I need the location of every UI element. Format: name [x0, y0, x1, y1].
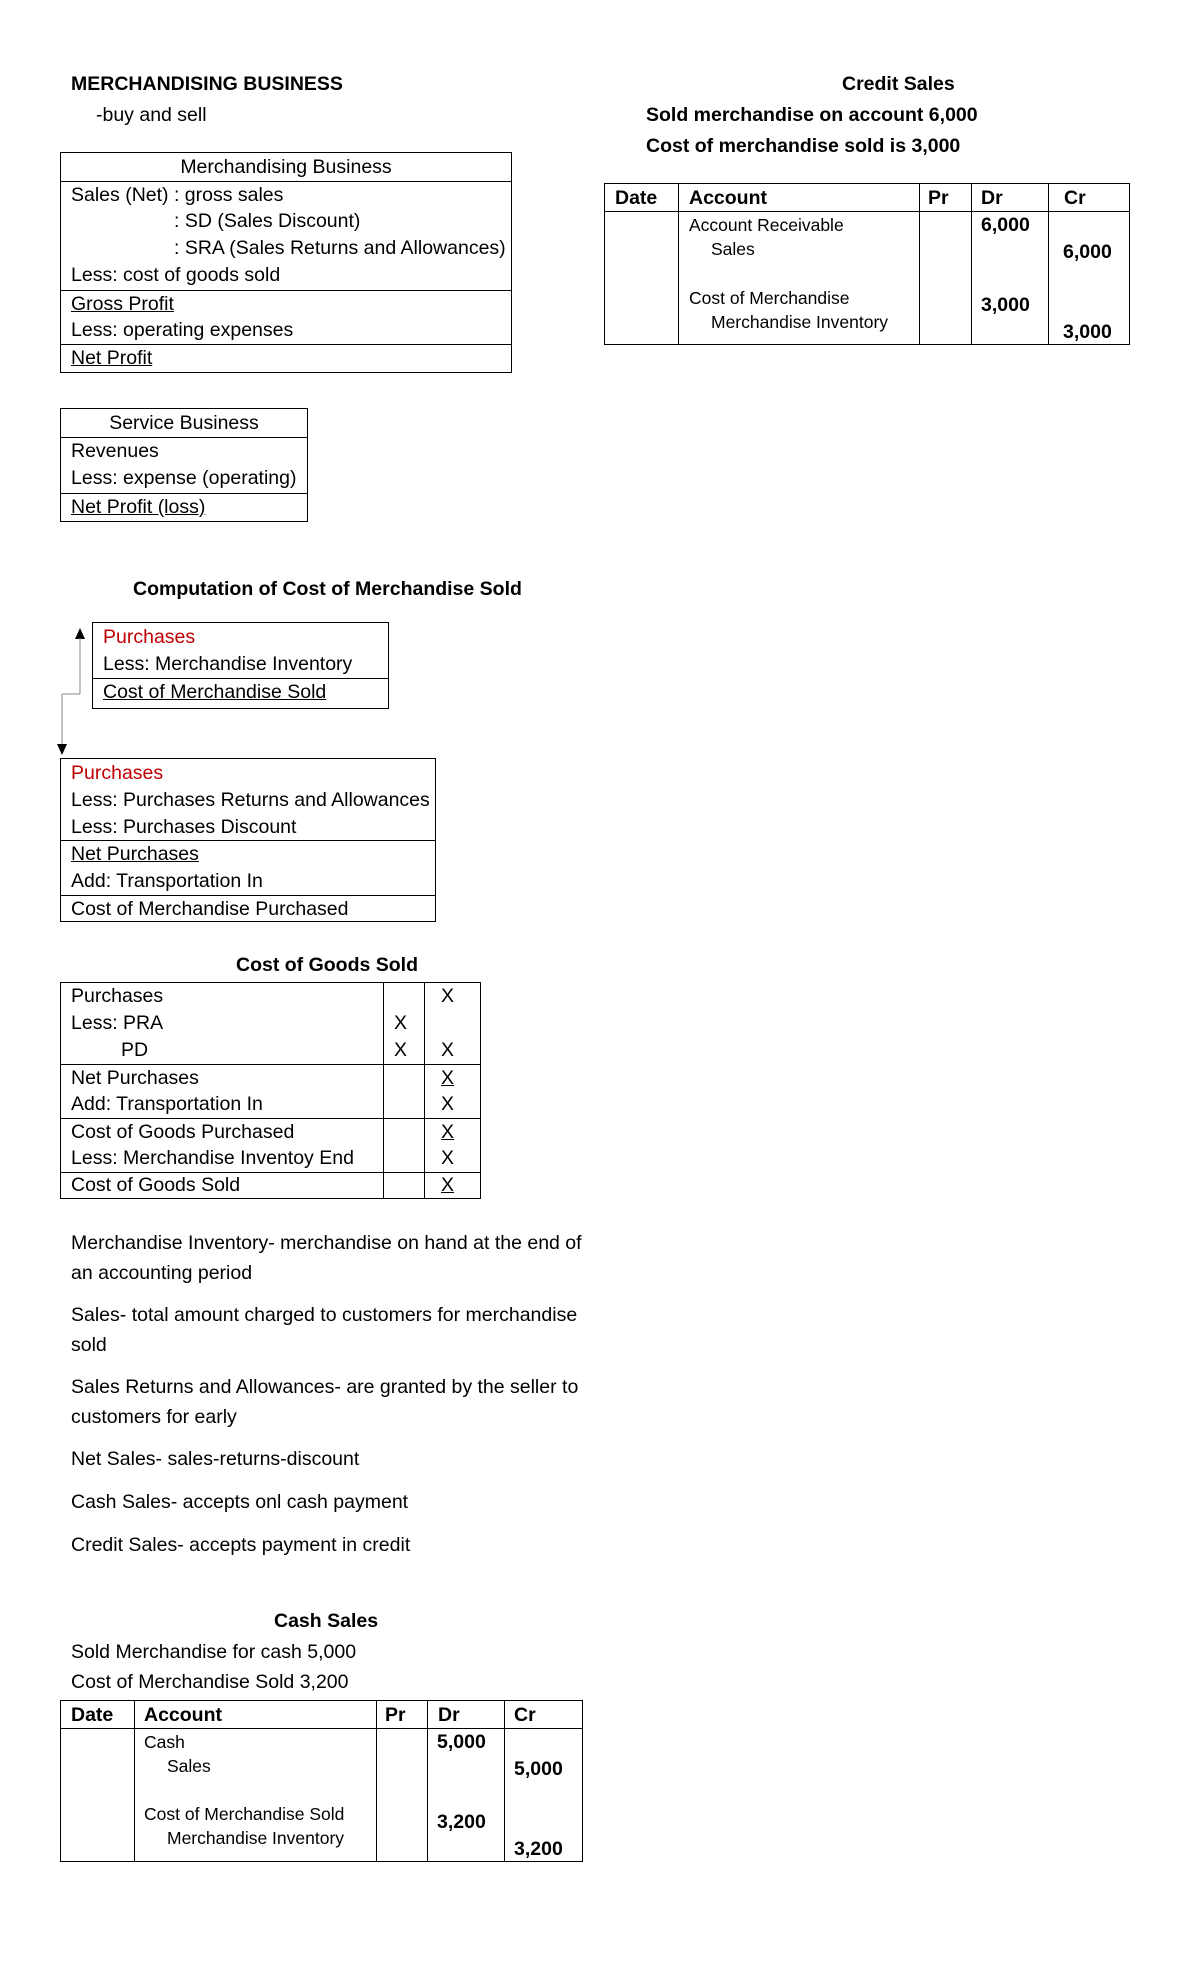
- cogs-transport-in: Add: Transportation In: [71, 1093, 263, 1115]
- cogs-mark: X: [441, 1039, 455, 1061]
- cogs-net-purchases: Net Purchases: [71, 1067, 199, 1089]
- comp2-net-purchases: Net Purchases: [71, 843, 199, 865]
- cogs-mark: X: [394, 1012, 408, 1034]
- comp2-transport-in: Add: Transportation In: [71, 870, 263, 892]
- definition-sra: Sales Returns and Allowances- are granted by the seller to customers for early: [71, 1376, 579, 1428]
- cost-merch-sold-box: [92, 622, 389, 709]
- comp2-less-pra: Less: Purchases Returns and Allowances: [71, 789, 430, 811]
- definition-credit-sales: Credit Sales- accepts payment in credit: [71, 1534, 411, 1556]
- computation-title: Computation of Cost of Merchandise Sold: [133, 578, 522, 600]
- cogs-mark: X: [441, 1174, 455, 1196]
- col-cr: Cr: [1064, 187, 1086, 209]
- entry-account: Merchandise Inventory: [711, 312, 889, 332]
- comp2-cost-merch-purchased: Cost of Merchandise Purchased: [71, 898, 349, 920]
- merch-line-sales: Sales (Net) : gross sales: [71, 184, 284, 206]
- service-line-revenues: Revenues: [71, 440, 159, 462]
- connector-arrow-icon: [52, 628, 92, 756]
- credit-sales-line1: Sold merchandise on account 6,000: [646, 104, 978, 126]
- merchandising-business-box: [60, 152, 512, 373]
- col-cr: Cr: [514, 1704, 536, 1726]
- entry-account: Account Receivable: [689, 215, 844, 235]
- merch-line-sd: : SD (Sales Discount): [174, 210, 361, 232]
- cogs-cost-goods-sold: Cost of Goods Sold: [71, 1174, 241, 1196]
- cogs-goods-purchased: Cost of Goods Purchased: [71, 1121, 295, 1143]
- comp2-less-pd: Less: Purchases Discount: [71, 816, 297, 838]
- definition-merch-inventory: Merchandise Inventory- merchandise on hand at the end of an accounting period: [71, 1232, 582, 1284]
- col-dr: Dr: [438, 1704, 460, 1726]
- col-pr: Pr: [928, 187, 949, 209]
- entry-debit: 6,000: [981, 214, 1030, 236]
- cogs-less-pra: Less: PRA: [71, 1012, 164, 1034]
- comp1-purchases: Purchases: [103, 626, 196, 648]
- service-business-box: [60, 408, 308, 522]
- credit-sales-line2: Cost of merchandise sold is 3,000: [646, 135, 961, 157]
- entry-account: Cost of Merchandise: [689, 288, 850, 308]
- entry-credit: 5,000: [514, 1758, 563, 1780]
- col-date: Date: [615, 187, 658, 209]
- entry-account: Merchandise Inventory: [167, 1828, 345, 1848]
- entry-account: Sales: [167, 1756, 211, 1776]
- merch-line-sra: : SRA (Sales Returns and Allowances): [174, 237, 506, 259]
- col-dr: Dr: [981, 187, 1003, 209]
- entry-debit: 3,000: [981, 294, 1030, 316]
- cogs-mark: X: [441, 1067, 455, 1089]
- col-account: Account: [689, 187, 767, 209]
- entry-account: Sales: [711, 239, 755, 259]
- entry-debit: 3,200: [437, 1811, 486, 1833]
- definition-cash-sales: Cash Sales- accepts onl cash payment: [71, 1491, 409, 1513]
- credit-sales-journal: [604, 183, 1130, 345]
- cogs-mark: X: [441, 1121, 455, 1143]
- merch-line-gross-profit: Gross Profit: [71, 293, 174, 315]
- cash-sales-journal: [60, 1700, 583, 1862]
- cogs-mark: X: [441, 985, 455, 1007]
- merch-line-opex: Less: operating expenses: [71, 319, 294, 341]
- entry-debit: 5,000: [437, 1731, 486, 1753]
- entry-credit: 3,200: [514, 1838, 563, 1860]
- comp2-purchases: Purchases: [71, 762, 164, 784]
- comp1-cost-merch-sold: Cost of Merchandise Sold: [103, 681, 327, 703]
- cogs-purchases: Purchases: [71, 985, 164, 1007]
- cogs-mark: X: [394, 1039, 408, 1061]
- col-pr: Pr: [385, 1704, 406, 1726]
- cost-merch-purchased-box: [60, 758, 436, 922]
- cash-sales-line2: Cost of Merchandise Sold 3,200: [71, 1671, 349, 1693]
- cogs-pd: PD: [121, 1039, 149, 1061]
- service-line-expense: Less: expense (operating): [71, 467, 297, 489]
- col-account: Account: [144, 1704, 222, 1726]
- merch-line-net-profit: Net Profit: [71, 347, 153, 369]
- cogs-less-inventory-end: Less: Merchandise Inventoy End: [71, 1147, 354, 1169]
- merch-line-cogs: Less: cost of goods sold: [71, 264, 281, 286]
- cogs-title: Cost of Goods Sold: [236, 954, 418, 976]
- cogs-mark: X: [441, 1093, 455, 1115]
- definition-sales: Sales- total amount charged to customers for merchandise sold: [71, 1304, 578, 1356]
- cash-sales-line1: Sold Merchandise for cash 5,000: [71, 1641, 357, 1663]
- comp1-less-inventory: Less: Merchandise Inventory: [103, 653, 353, 675]
- cogs-table: [60, 982, 481, 1199]
- entry-account: Cash: [144, 1732, 185, 1752]
- page-subtitle: -buy and sell: [96, 104, 207, 126]
- service-box-title: Service Business: [109, 412, 259, 434]
- col-date: Date: [71, 1704, 114, 1726]
- cash-sales-title: Cash Sales: [274, 1610, 379, 1632]
- service-line-net-profit: Net Profit (loss): [71, 496, 206, 518]
- cogs-mark: X: [441, 1147, 455, 1169]
- credit-sales-title: Credit Sales: [842, 73, 955, 95]
- definition-net-sales: Net Sales- sales-returns-discount: [71, 1448, 360, 1470]
- merch-box-title: Merchandising Business: [180, 156, 392, 178]
- entry-account: Cost of Merchandise Sold: [144, 1804, 345, 1824]
- entry-credit: 6,000: [1063, 241, 1112, 263]
- page-title: MERCHANDISING BUSINESS: [71, 73, 343, 95]
- entry-credit: 3,000: [1063, 321, 1112, 343]
